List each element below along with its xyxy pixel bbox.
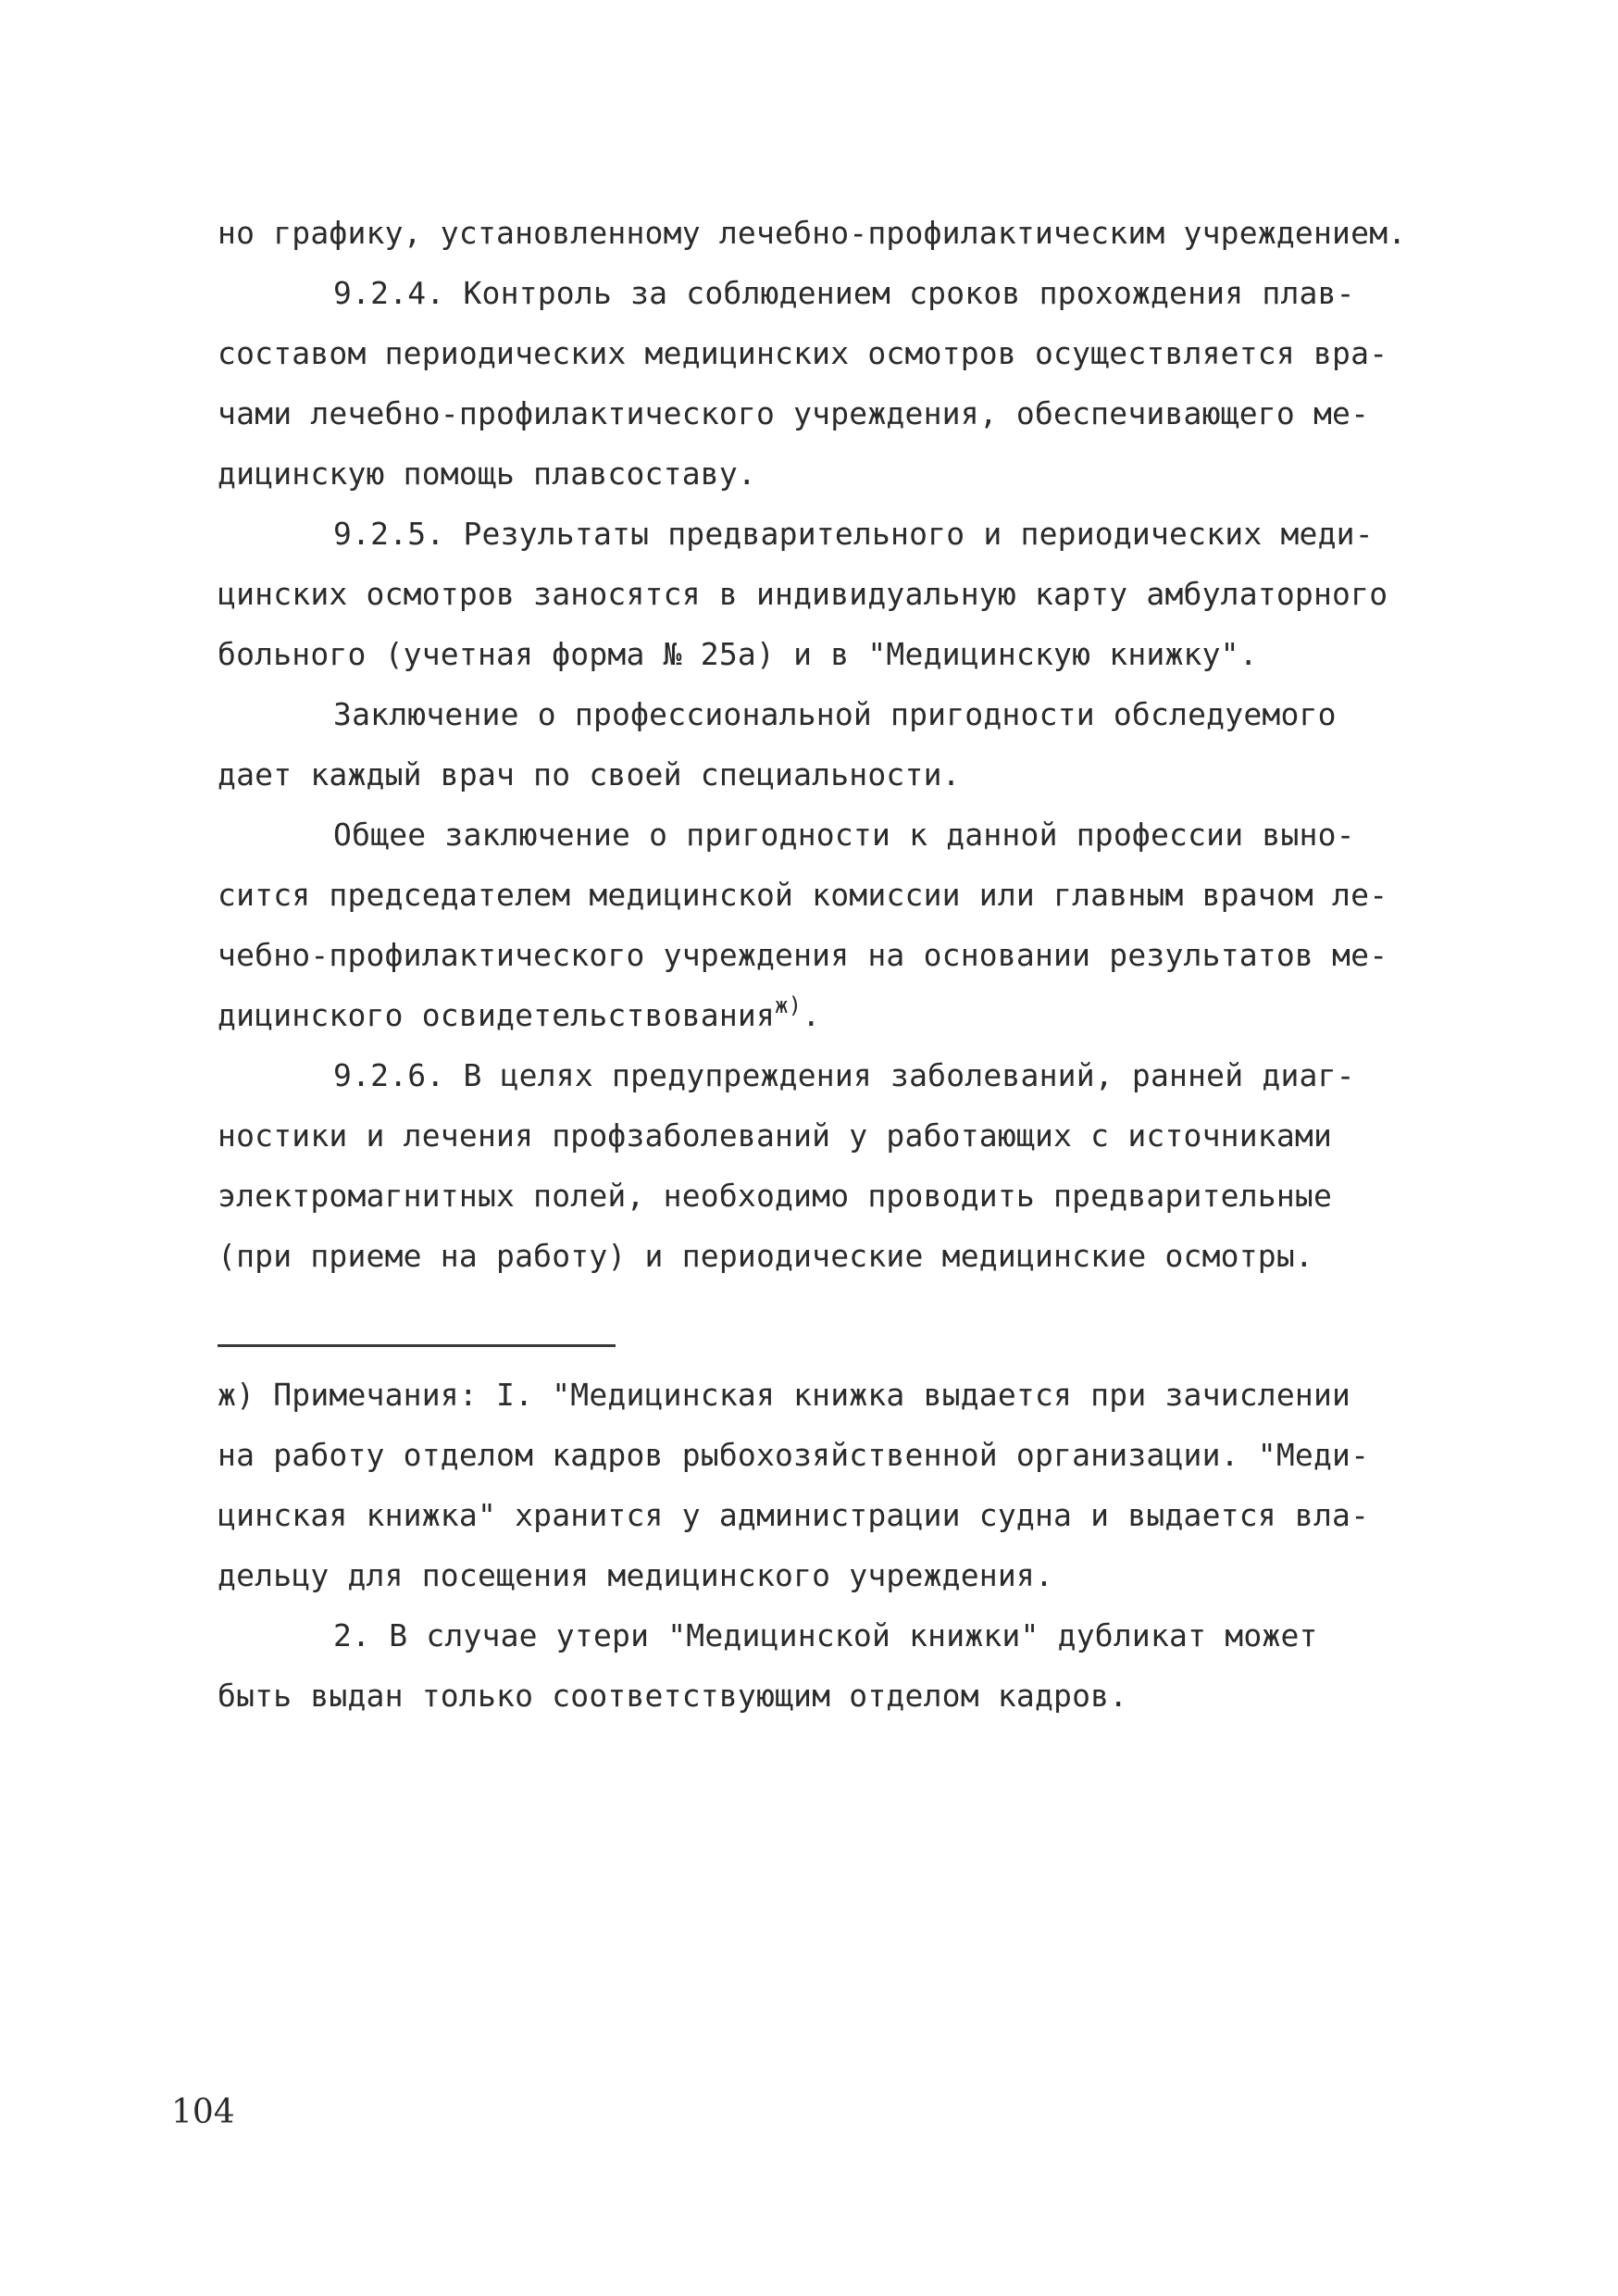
footnote-line: ж) Примечания: I. "Медицинская книжка выдается при зачислении [218,1377,1351,1413]
sentence-end: . [802,997,821,1033]
page-number: 104 [171,2093,235,2131]
body-line: сится председателем медицинской комиссии или главным врачом ле- [218,877,1388,913]
footnote-separator-rule [218,1344,616,1347]
body-line: электромагнитных полей, необходимо проводить предварительные [218,1178,1333,1214]
paragraph-9-2-6-start: 9.2.6. В целях предупреждения заболеваний, ранней диаг- [333,1057,1355,1093]
body-line: дицинскую помощь плавсоставу. [218,455,756,492]
paragraph-9-2-5-start: 9.2.5. Результаты предварительного и периодических меди- [333,516,1374,552]
body-line: больного (учетная форма № 25а) и в "Медицинскую книжку". [218,636,1258,672]
paragraph-general-conclusion-start: Общее заключение о пригодности к данной профессии выно- [333,817,1355,853]
body-line-with-footnote-ref [218,992,821,1034]
body-line: дает каждый врач по своей специальности. [218,756,961,792]
body-line: (при приеме на работу) и периодические медицинские осмотры. [218,1238,1313,1274]
body-line: чебно-профилактического учреждения на основании результатов ме- [218,937,1388,973]
body-line: чами лечебно-профилактического учреждения, обеспечивающего ме- [218,395,1370,431]
footnote-reference-mark: ж) [775,992,803,1018]
paragraph-conclusion-start: Заключение о профессиональной пригодности обследуемого [333,696,1337,732]
body-line: составом периодических медицинских осмотров осуществляется вра- [218,335,1388,371]
paragraph-9-2-4-start: 9.2.4. Контроль за соблюдением сроков прохождения плав- [333,275,1355,311]
footnote-line: на работу отделом кадров рыбохозяйственной организации. "Меди- [218,1437,1370,1473]
footnote-line: дельцу для посещения медицинского учреждения. [218,1557,1054,1593]
body-line: цинских осмотров заносятся в индивидуальную карту амбулаторного [218,576,1388,612]
body-line-text: дицинского освидетельствования [218,997,776,1033]
footnote-note-2-start: 2. В случае утери "Медицинской книжки" дубликат может [333,1617,1318,1653]
footnote-line: цинская книжка" хранится у администрации судна и выдается вла- [218,1497,1370,1533]
footnote-line: быть выдан только соответствующим отделом кадров. [218,1678,1128,1714]
body-line: но графику, установленному лечебно-профилактическим учреждением. [218,215,1407,251]
body-line: ностики и лечения профзаболеваний у работающих с источниками [218,1117,1333,1154]
